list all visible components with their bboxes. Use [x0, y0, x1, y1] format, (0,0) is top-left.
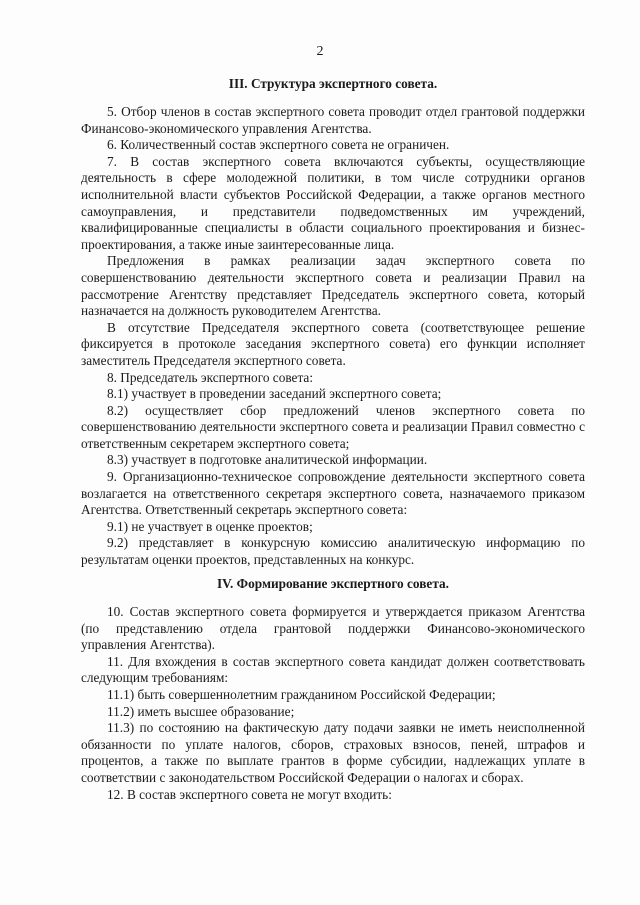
paragraph-8: 8. Председатель экспертного совета: [107, 369, 314, 385]
section-4-body [81, 604, 585, 803]
paragraph-proposals: Предложения в рамках реализации задач экспертного совета по совершенствованию деятельности экспертного совета и реализации Правил на рассмотрение Агентству представляет Председатель экспертного совета, который назначается на должность руководителем Агентства. [81, 253, 585, 319]
paragraph-11-3: 11.3) по состоянию на фактическую дату подачи заявки не иметь неисполненной обязанности по уплате налогов, сборов, страховых взносов, пеней, штрафов и процентов, а также по выплате грантов в форме субсидии, надлежащих уплате в соответствии с законодательством Российской Федерации о налогах и сборах. [81, 720, 585, 785]
section-4-heading: IV. Формирование экспертного совета. [216, 576, 450, 591]
paragraph-absence: В отсутствие Председателя экспертного совета (соответствующее решение фиксируется в протоколе заседания экспертного совета) его функции исполняет заместитель Председателя экспертного совета. [81, 319, 585, 368]
paragraph-6: 6. Количественный состав экспертного совета не ограничен. [107, 137, 450, 153]
paragraph-8-3: 8.3) участвует в подготовке аналитической информации. [107, 452, 428, 468]
section-3-heading: III. Структура экспертного совета. [228, 76, 438, 91]
paragraph-7: 7. В состав экспертного совета включаются субъекты, осуществляющие деятельность в сфере молодежной политики, в том числе сотрудники органов исполнительной власти субъектов Российской Федерации, а также органов местного самоуправления, и представители подведомственных им учреждений, квалифицированные специалисты в области социального проектирования и бизнес-проектирования, а также иные заинтересованные лица. [81, 153, 585, 252]
paragraph-11: 11. Для вхождения в состав экспертного совета кандидат должен соответствовать следующим требованиям: [81, 653, 585, 686]
section-3-body [81, 104, 585, 569]
page-number: 2 [316, 44, 324, 59]
paragraph-10: 10. Состав экспертного совета формируется и утверждается приказом Агентства (по представлению отдела грантовой поддержки Финансово-экономического управления Агентства). [81, 604, 585, 653]
paragraph-12: 12. В состав экспертного совета не могут входить: [107, 786, 392, 802]
paragraph-11-2: 11.2) иметь высшее образование; [107, 703, 295, 719]
paragraph-8-2: 8.2) осуществляет сбор предложений членов экспертного совета по совершенствованию деятельности экспертного совета и реализации Правил совместно с ответственным секретарем экспертного совета; [81, 402, 585, 451]
paragraph-8-1: 8.1) участвует в проведении заседаний экспертного совета; [107, 386, 442, 402]
paragraph-9-1: 9.1) не участвует в оценке проектов; [107, 518, 313, 534]
section-4 [81, 576, 585, 593]
paragraph-9-2: 9.2) представляет в конкурсную комиссию аналитическую информацию по результатам оценки проектов, представленных на конкурс. [81, 535, 585, 568]
paragraph-11-1: 11.1) быть совершеннолетним гражданином Российской Федерации; [107, 686, 496, 702]
section-3 [81, 76, 585, 93]
paragraph-9: 9. Организационно-техническое сопровождение деятельности экспертного совета возлагается на ответственного секретаря экспертного совета, назначаемого приказом Агентства. Ответственный секретарь экспертного совета: [81, 469, 585, 518]
paragraph-5: 5. Отбор членов в состав экспертного совета проводит отдел грантовой поддержки Финансово-экономического управления Агентства. [81, 104, 585, 136]
